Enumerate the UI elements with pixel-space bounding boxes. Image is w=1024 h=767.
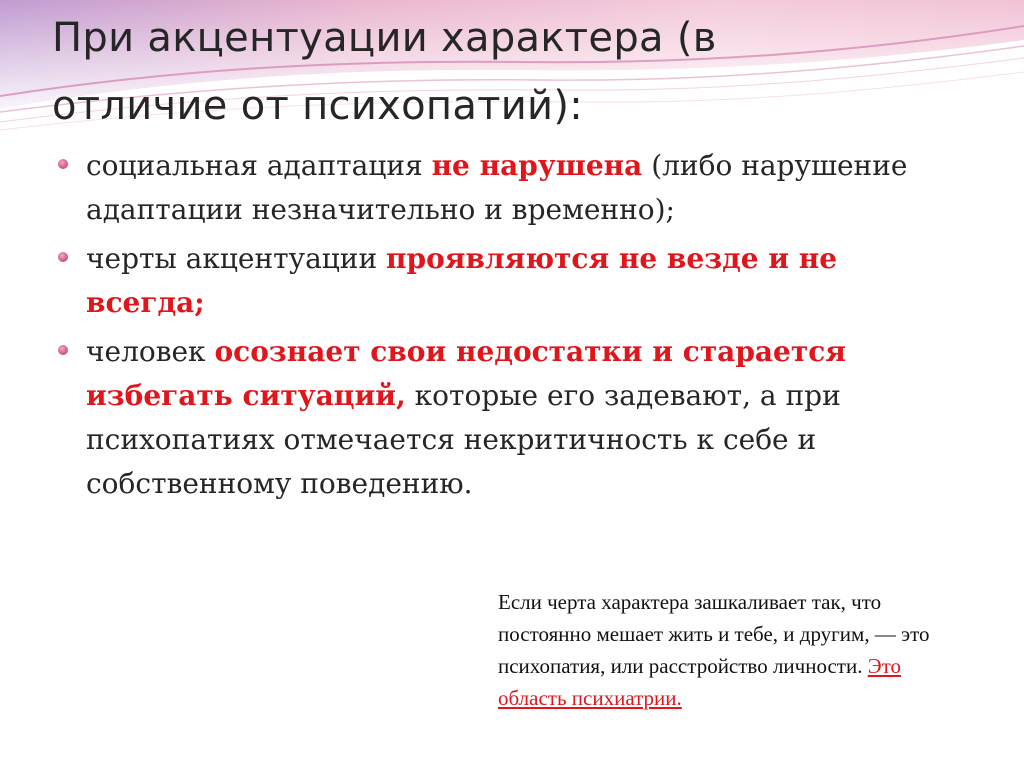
bullet-text: социальная адаптация [86, 149, 432, 182]
footnote-text-box [498, 586, 938, 714]
bullet-text: черты акцентуации [86, 242, 387, 275]
bullet-emphasis: проявляются не везде и не всегда; [86, 242, 838, 319]
bullet-text: человек [86, 335, 215, 368]
bullet-emphasis: осознает свои недостатки и старается избегать ситуаций, [86, 335, 846, 412]
psychiatry-link[interactable]: Это область психиатрии. [498, 654, 901, 710]
bullet-dot-icon [58, 159, 68, 169]
footnote-text: Если черта характера зашкаливает так, что постоянно мешает жить и тебе, и другим, — это психопатия, или расстройство личности. [498, 590, 930, 678]
slide-title-line-1: При акцентуации характера (в [52, 15, 717, 61]
bullet-dot-icon [58, 252, 68, 262]
bullet-list [58, 144, 958, 511]
bullet-item [58, 330, 958, 506]
slide-title-line-2: отличие от психопатий): [52, 83, 584, 129]
bullet-text: (либо нарушение адаптации незначительно и временно); [86, 149, 908, 226]
bullet-dot-icon [58, 345, 68, 355]
bullet-emphasis: не нарушена [431, 149, 643, 182]
bullet-item [58, 237, 958, 325]
bullet-item [58, 144, 958, 232]
bullet-text: которые его задевают, а при психопатиях отмечается некритичность к себе и собственному поведению. [86, 379, 841, 500]
